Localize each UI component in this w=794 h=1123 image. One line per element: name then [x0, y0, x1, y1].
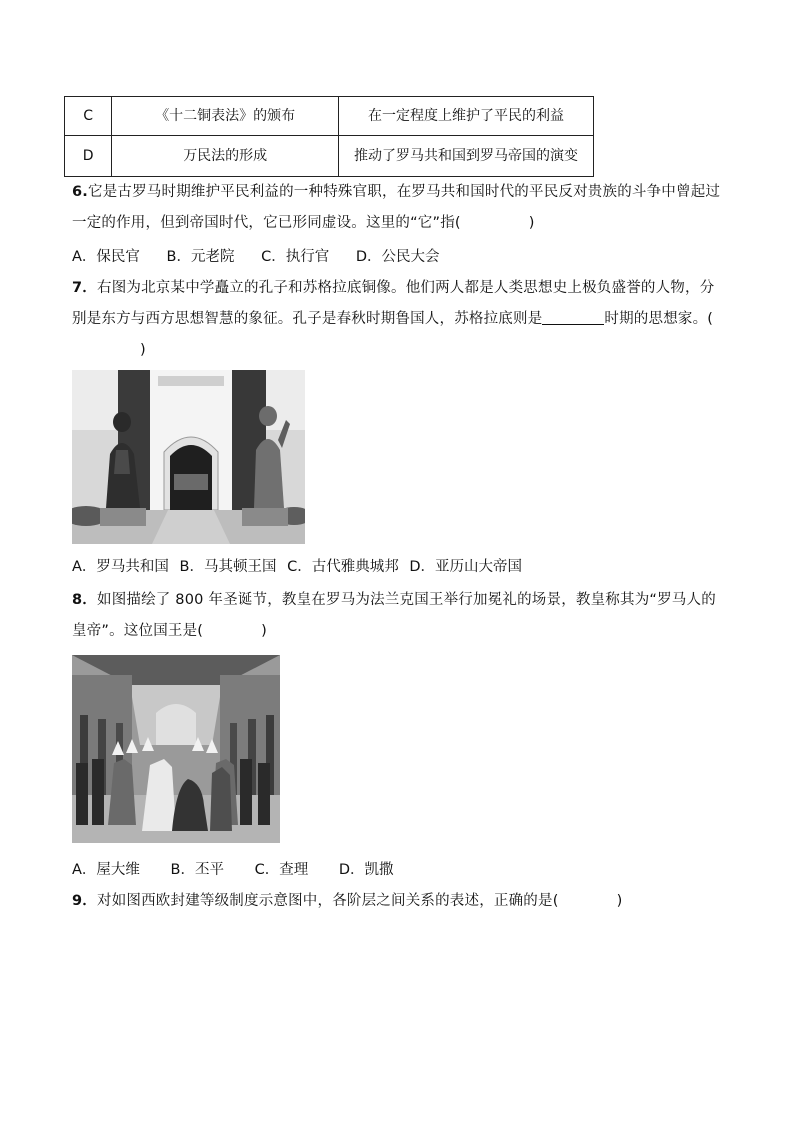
question-7 — [72, 273, 724, 366]
table-row — [65, 97, 594, 136]
table-cell-letter: C — [65, 97, 112, 136]
question-text: 右图为北京某中学矗立的孔子和苏格拉底铜像。他们两人都是人类思想史上极负盛誉的人物，分别是东方与西方思想智慧的象征。孔子是春秋时期鲁国人，苏格拉底则是 — [72, 280, 715, 327]
option-a: A．屋大维 — [72, 862, 140, 878]
statues-photo — [72, 370, 305, 544]
option-c: C．古代雅典城邦 — [287, 559, 399, 575]
paren-close: ) — [140, 342, 146, 358]
option-d: D．凯撒 — [338, 862, 394, 878]
question-text: 对如图西欧封建等级制度示意图中，各阶层之间关系的表述，正确的是( — [97, 893, 559, 909]
table-cell-letter: D — [65, 136, 112, 177]
option-b: B．丕平 — [170, 862, 224, 878]
fill-blank — [542, 308, 604, 325]
question-number: 8． — [72, 592, 97, 608]
option-c: C．执行官 — [261, 249, 330, 265]
question-8 — [72, 585, 724, 647]
coronation-illustration — [72, 655, 280, 843]
table-cell-desc: 在一定程度上维护了平民的利益 — [339, 97, 594, 136]
option-c: C．查理 — [254, 862, 309, 878]
question-text-end: 时期的思想家。( — [604, 311, 714, 327]
question-text: 如图描绘了 800 年圣诞节，教皇在罗马为法兰克国王举行加冕礼的场景，教皇称其为“罗马人的皇帝”。这位国王是( — [72, 592, 716, 639]
paren-close: ) — [528, 215, 535, 231]
table-cell-item: 万民法的形成 — [112, 136, 339, 177]
paren-close: ) — [616, 893, 623, 909]
question-9 — [72, 886, 724, 917]
option-b: B．元老院 — [166, 249, 235, 265]
table-cell-desc: 推动了罗马共和国到罗马帝国的演变 — [339, 136, 594, 177]
table-row — [65, 136, 594, 177]
question-6 — [72, 177, 724, 239]
coronation-painting — [72, 655, 280, 843]
table-cell-item: 《十二铜表法》的颁布 — [112, 97, 339, 136]
option-a: A．罗马共和国 — [72, 559, 169, 575]
question-number: 6. — [72, 184, 88, 200]
statues-illustration — [72, 370, 305, 544]
question-number: 9． — [72, 893, 97, 909]
option-a: A．保民官 — [72, 249, 140, 265]
paren-close: ) — [261, 623, 268, 639]
question-8-options — [72, 859, 416, 881]
options-table — [64, 96, 594, 177]
option-b: B．马其顿王国 — [179, 559, 277, 575]
option-d: D．公民大会 — [355, 249, 440, 265]
question-number: 7． — [72, 280, 97, 296]
option-d: D．亚历山大帝国 — [409, 559, 522, 575]
question-7-options — [72, 556, 544, 578]
question-6-options — [72, 246, 462, 268]
question-text: 它是古罗马时期维护平民利益的一种特殊官职，在罗马共和国时代的平民反对贵族的斗争中曾起过一定的作用，但到帝国时代，它已形同虚设。这里的“它”指( — [72, 184, 721, 231]
